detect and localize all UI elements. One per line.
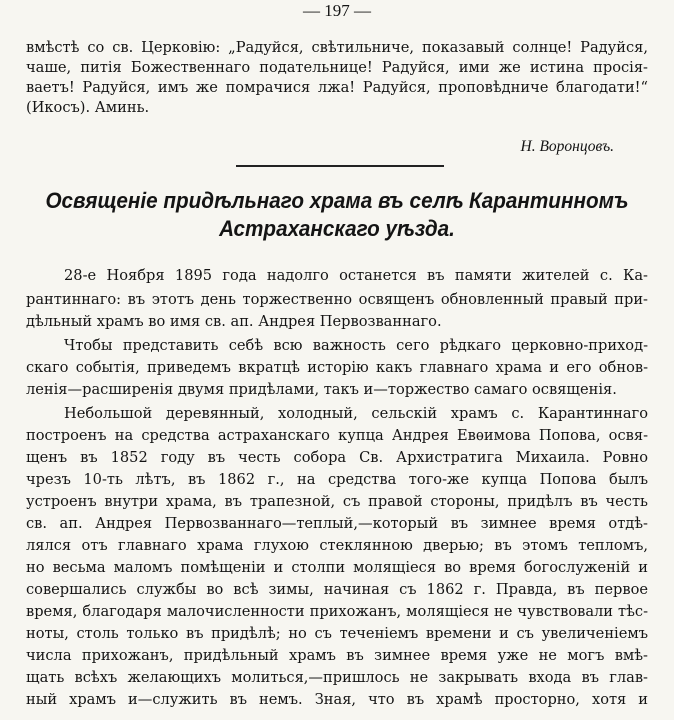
text-line: совершались службы во всѣ зимы, начиная съ 1862 г. Правда, въ первое (26, 581, 648, 598)
author-signature: Н. Воронцовъ. (520, 138, 614, 155)
text-line: но весьма маломъ помѣщеніи и столпи молящіеся во время богослуженій и (26, 559, 648, 576)
text-line: построенъ на средства астраханскаго купца Андрея Евѳимова Попова, освя- (26, 427, 648, 444)
text-line: чрезъ 10-ть лѣтъ, въ 1862 г., на средства того-же купца Попова былъ (26, 471, 648, 488)
text-line: устроенъ внутри храма, въ трапезной, съ правой стороны, придѣлъ въ честь (26, 493, 648, 510)
section-divider (236, 165, 444, 167)
text-line: щенъ въ 1852 году въ честь собора Св. Архистратига Михаила. Ровно (26, 449, 648, 466)
text-line: время, благодаря малочисленности прихожанъ, молящіеся не чувствовали тѣс- (26, 603, 648, 620)
text-line: ваетъ! Радуйся, имъ же помрачися лжа! Радуйся, проповѣдниче благодати!“ (26, 79, 648, 96)
title-line: Освященіе придѣльнаго храма въ селѣ Карантинномъ (45, 188, 629, 213)
text-line: ный храмъ и—служить въ немъ. Зная, что въ храмѣ просторно, хотя и (26, 691, 648, 708)
text-line: ленія—расширенія двумя придѣлами, такъ и—торжество самаго освященія. (26, 381, 617, 398)
text-line: лялся отъ главнаго храма глухою стеклянною дверью; въ этомъ тепломъ, (26, 537, 648, 554)
text-line: числа прихожанъ, придѣльный храмъ въ зимнее время уже не могъ вмѣ- (26, 647, 648, 664)
text-line: щать всѣхъ желающихъ молиться,—пришлось не закрывать входа въ глав- (26, 669, 648, 686)
text-line: скаго событія, приведемъ вкратцѣ исторію какъ главнаго храма и его обнов- (26, 359, 648, 376)
text-line: чаше, питія Божественнаго подательнице! Радуйся, ими же истина просія- (26, 59, 648, 76)
text-line: рантиннаго: въ этотъ день торжественно освященъ обновленный правый при- (26, 291, 648, 308)
text-line: (Икосъ). Аминь. (26, 99, 150, 116)
text-line: дѣльный храмъ во имя св. ап. Андрея Первозваннаго. (26, 313, 442, 330)
text-line: Чтобы представить себѣ всю важность сего рѣдкаго церковно-приход- (64, 337, 648, 354)
text-line: ноты, столь только въ придѣлѣ; но съ теченіемъ времени и съ увеличеніемъ (26, 625, 648, 642)
text-line: вмѣстѣ со св. Церковію: „Радуйся, свѣтильниче, показавый солнце! Радуйся, (26, 39, 648, 56)
text-line: Небольшой деревянный, холодный, сельскій храмъ с. Карантиннаго (64, 405, 648, 422)
text-line: св. ап. Андрея Первозваннаго—теплый,—который въ зимнее время отдѣ- (26, 515, 648, 532)
page-number: — 197 — (303, 1, 371, 20)
title-line: Астраханскаго уѣзда. (219, 216, 455, 241)
text-line: 28-е Ноября 1895 года надолго останется въ памяти жителей с. Ка- (64, 267, 648, 284)
